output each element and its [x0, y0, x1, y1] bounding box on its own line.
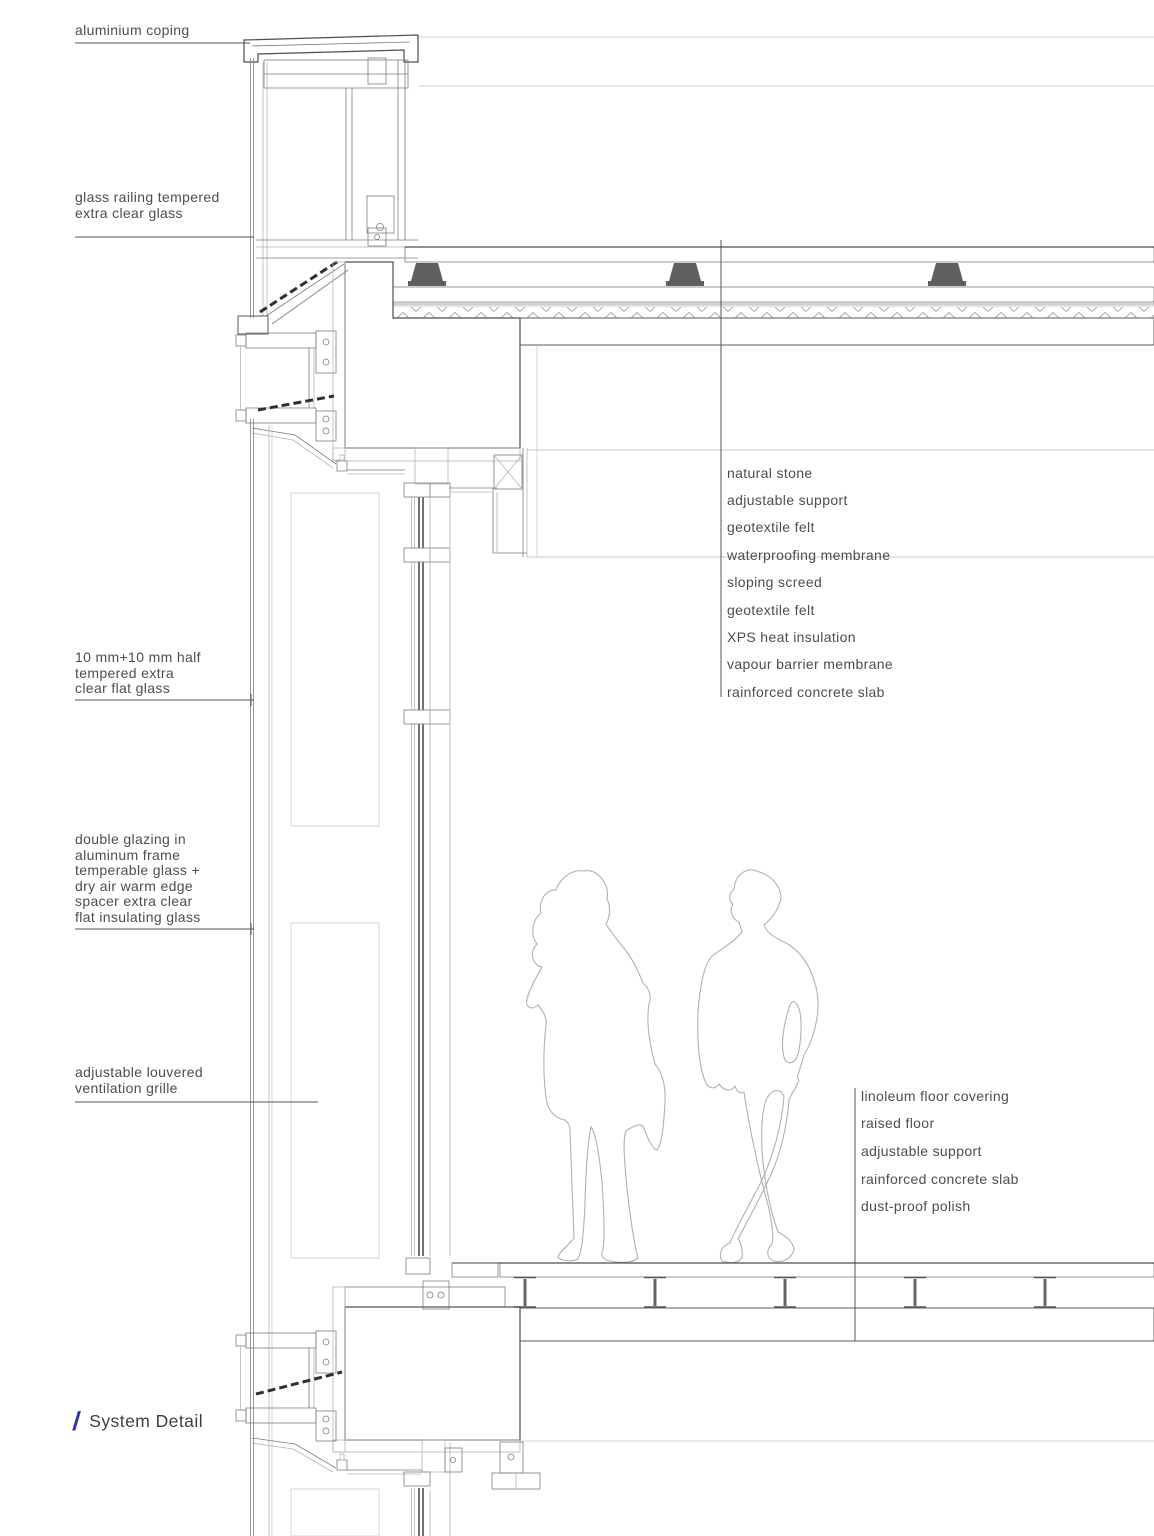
roof-layer-item: rainforced concrete slab	[727, 683, 885, 700]
roof-layer-item: adjustable support	[727, 492, 848, 509]
callout-half-tempered-glass	[75, 650, 201, 697]
floor-layer-item: adjustable support	[861, 1142, 982, 1159]
floor-layer-list	[861, 1082, 1019, 1220]
callout-line: extra clear glass	[75, 204, 183, 221]
callout-line: aluminum frame	[75, 846, 181, 863]
callout-ventilation-grille	[75, 1065, 203, 1096]
roof-layer-item: XPS heat insulation	[727, 629, 856, 646]
curtain-wall	[251, 419, 451, 1536]
roof-layer-item: geotextile felt	[727, 519, 815, 536]
callout-line: clear flat glass	[75, 680, 171, 696]
roof-layer-item: natural stone	[727, 464, 813, 481]
roof-assembly	[333, 247, 1154, 484]
roof-spandrel-brackets	[236, 331, 522, 489]
title-slash: /	[71, 1406, 82, 1436]
roof-layer-item: sloping screed	[727, 574, 823, 591]
roof-layer-list	[727, 459, 893, 706]
callout-line: glass railing tempered	[75, 189, 220, 205]
callout-line: dry air warm edge	[75, 877, 193, 894]
callout-line: aluminium coping	[75, 22, 190, 38]
title-text: System Detail	[89, 1410, 204, 1431]
figure-man-pocket-gap	[783, 1002, 802, 1063]
inner-glazing	[404, 483, 450, 1536]
floor-layer-item: dust-proof polish	[861, 1198, 971, 1215]
roof-layer-item: vapour barrier membrane	[727, 656, 894, 673]
callout-line: adjustable louvered	[75, 1064, 204, 1080]
roof-layer-item: waterproofing membrane	[727, 546, 891, 563]
roof-edge-continuation-lines	[418, 37, 1154, 86]
roof-adjustable-supports	[408, 263, 966, 286]
ventilation-louvers	[291, 493, 379, 1536]
human-figures	[527, 870, 818, 1263]
callout-line: double glazing in	[75, 831, 187, 847]
callout-glass-railing	[75, 190, 220, 221]
callout-line: ventilation grille	[75, 1079, 178, 1096]
callout-line: spacer extra clear	[75, 893, 193, 909]
roof-layer-item: geotextile felt	[727, 601, 815, 618]
figure-woman	[527, 871, 666, 1263]
callout-line: flat insulating glass	[75, 908, 201, 925]
floor-layer-item: linoleum floor covering	[861, 1087, 1010, 1104]
floor-layer-item: rainforced concrete slab	[861, 1170, 1019, 1187]
callout-line: temperable glass +	[75, 862, 200, 878]
callout-double-glazing	[75, 832, 201, 925]
floor-spandrel-brackets	[236, 1331, 540, 1489]
floor-layer-item: raised floor	[861, 1115, 935, 1132]
callout-line: 10 mm+10 mm half	[75, 649, 201, 665]
figure-man	[698, 870, 818, 1263]
raised-floor-pedestals	[514, 1278, 1056, 1308]
callout-aluminium-coping	[75, 23, 190, 39]
sheet-title	[73, 1408, 203, 1434]
callout-line: tempered extra	[75, 664, 175, 681]
parapet-coping-assembly	[238, 35, 418, 334]
